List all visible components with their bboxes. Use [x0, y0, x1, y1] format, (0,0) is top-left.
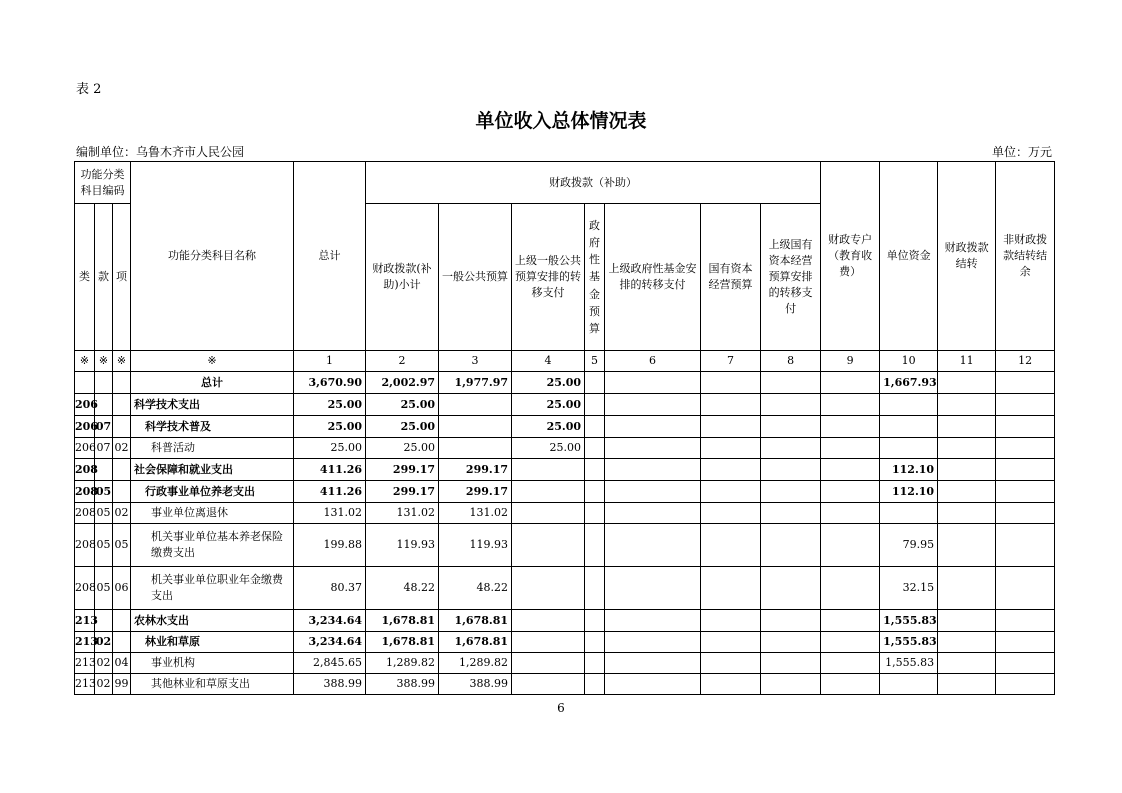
- state-capital-value: [701, 394, 761, 416]
- general-budget-value: [439, 416, 512, 438]
- upper-general-transfer-value: [512, 503, 585, 524]
- item-name: 总计: [131, 372, 294, 394]
- state-capital-value: [701, 481, 761, 503]
- upper-fund-transfer-value: [605, 481, 701, 503]
- general-budget-value: 1,678.81: [439, 632, 512, 653]
- carryover-value: [938, 394, 996, 416]
- item-name: 科学技术支出: [131, 394, 294, 416]
- upper-fund-transfer-value: [605, 459, 701, 481]
- item-name: 事业机构: [131, 653, 294, 674]
- carryover-value: [938, 610, 996, 632]
- upper-general-transfer-value: 25.00: [512, 416, 585, 438]
- header-unit-funds: 单位资金: [880, 162, 938, 351]
- total-value: 25.00: [294, 416, 366, 438]
- non-fiscal-carryover-value: [996, 416, 1055, 438]
- fiscal-subtotal-value: 48.22: [366, 567, 439, 610]
- index-number: 6: [605, 351, 701, 372]
- code-xiang: [113, 481, 131, 503]
- upper-general-transfer-value: [512, 524, 585, 567]
- general-budget-value: 299.17: [439, 459, 512, 481]
- income-table: [74, 161, 1055, 695]
- code-xiang: [113, 394, 131, 416]
- index-number: 9: [821, 351, 880, 372]
- code-lei: 206: [75, 394, 95, 416]
- general-budget-value: 388.99: [439, 674, 512, 695]
- special-account-value: [821, 632, 880, 653]
- header-special-account: 财政专户（教育收费）: [821, 162, 880, 351]
- index-number: 12: [996, 351, 1055, 372]
- header-general-budget: 一般公共预算: [439, 204, 512, 351]
- header-non-fiscal-carryover: 非财政拨款结转结余: [996, 162, 1055, 351]
- unit-funds-value: [880, 394, 938, 416]
- non-fiscal-carryover-value: [996, 372, 1055, 394]
- table-row: [75, 372, 1055, 394]
- table-row: [75, 567, 1055, 610]
- item-name: 科学技术普及: [131, 416, 294, 438]
- item-name: 其他林业和草原支出: [131, 674, 294, 695]
- code-xiang: 04: [113, 653, 131, 674]
- state-capital-value: [701, 459, 761, 481]
- gov-fund-value: [585, 503, 605, 524]
- unit-funds-value: 112.10: [880, 459, 938, 481]
- special-account-value: [821, 438, 880, 459]
- non-fiscal-carryover-value: [996, 503, 1055, 524]
- header-kuan: 款: [95, 204, 113, 351]
- item-name: 机关事业单位职业年金缴费支出: [131, 567, 294, 610]
- upper-state-capital-value: [761, 524, 821, 567]
- special-account-value: [821, 481, 880, 503]
- state-capital-value: [701, 416, 761, 438]
- general-budget-value: 119.93: [439, 524, 512, 567]
- gov-fund-value: [585, 524, 605, 567]
- fiscal-subtotal-value: 1,678.81: [366, 610, 439, 632]
- code-lei: [75, 372, 95, 394]
- upper-fund-transfer-value: [605, 416, 701, 438]
- item-name: 农林水支出: [131, 610, 294, 632]
- code-kuan: 05: [95, 567, 113, 610]
- special-account-value: [821, 459, 880, 481]
- upper-general-transfer-value: [512, 653, 585, 674]
- fiscal-subtotal-value: 119.93: [366, 524, 439, 567]
- unit-funds-value: 1,555.83: [880, 653, 938, 674]
- total-value: 2,845.65: [294, 653, 366, 674]
- unit-funds-value: [880, 416, 938, 438]
- header-total: 总计: [294, 162, 366, 351]
- code-kuan: [95, 372, 113, 394]
- item-name: 社会保障和就业支出: [131, 459, 294, 481]
- index-number: 5: [585, 351, 605, 372]
- upper-fund-transfer-value: [605, 394, 701, 416]
- item-name: 事业单位离退休: [131, 503, 294, 524]
- state-capital-value: [701, 524, 761, 567]
- table-row: [75, 481, 1055, 503]
- general-budget-value: 48.22: [439, 567, 512, 610]
- code-kuan: 05: [95, 503, 113, 524]
- currency-unit: 单位：万元: [991, 145, 1052, 159]
- unit-funds-value: 1,667.93: [880, 372, 938, 394]
- code-lei: 208: [75, 567, 95, 610]
- code-xiang: 02: [113, 503, 131, 524]
- carryover-value: [938, 567, 996, 610]
- index-number: 4: [512, 351, 585, 372]
- code-kuan: 05: [95, 524, 113, 567]
- total-value: 131.02: [294, 503, 366, 524]
- index-number: 7: [701, 351, 761, 372]
- state-capital-value: [701, 372, 761, 394]
- code-kuan: 02: [95, 653, 113, 674]
- code-xiang: 99: [113, 674, 131, 695]
- table-body: [75, 372, 1055, 695]
- gov-fund-value: [585, 610, 605, 632]
- table-row: [75, 524, 1055, 567]
- header-row-1: [75, 162, 1055, 204]
- upper-state-capital-value: [761, 674, 821, 695]
- code-lei: 206: [75, 416, 95, 438]
- index-mark: ※: [131, 351, 294, 372]
- non-fiscal-carryover-value: [996, 567, 1055, 610]
- header-carryover: 财政拨款结转: [938, 162, 996, 351]
- fiscal-subtotal-value: 1,678.81: [366, 632, 439, 653]
- total-value: 25.00: [294, 438, 366, 459]
- upper-state-capital-value: [761, 394, 821, 416]
- item-name: 林业和草原: [131, 632, 294, 653]
- upper-fund-transfer-value: [605, 438, 701, 459]
- state-capital-value: [701, 438, 761, 459]
- code-kuan: 02: [95, 632, 113, 653]
- state-capital-value: [701, 503, 761, 524]
- item-name: 机关事业单位基本养老保险缴费支出: [131, 524, 294, 567]
- special-account-value: [821, 653, 880, 674]
- gov-fund-value: [585, 394, 605, 416]
- unit-funds-value: [880, 503, 938, 524]
- table-row: [75, 674, 1055, 695]
- unit-funds-value: [880, 438, 938, 459]
- index-mark: ※: [75, 351, 95, 372]
- code-kuan: 02: [95, 674, 113, 695]
- total-value: 25.00: [294, 394, 366, 416]
- unit-funds-value: 112.10: [880, 481, 938, 503]
- item-name: 行政事业单位养老支出: [131, 481, 294, 503]
- code-xiang: [113, 372, 131, 394]
- code-lei: 213: [75, 632, 95, 653]
- special-account-value: [821, 503, 880, 524]
- code-lei: 206: [75, 438, 95, 459]
- upper-general-transfer-value: [512, 610, 585, 632]
- non-fiscal-carryover-value: [996, 653, 1055, 674]
- unit-funds-value: 79.95: [880, 524, 938, 567]
- fiscal-subtotal-value: 2,002.97: [366, 372, 439, 394]
- upper-general-transfer-value: 25.00: [512, 438, 585, 459]
- total-value: 411.26: [294, 459, 366, 481]
- fiscal-subtotal-value: 25.00: [366, 416, 439, 438]
- unit-funds-value: [880, 674, 938, 695]
- upper-state-capital-value: [761, 632, 821, 653]
- header-xiang: 项: [113, 204, 131, 351]
- index-number: 8: [761, 351, 821, 372]
- fiscal-subtotal-value: 131.02: [366, 503, 439, 524]
- table-row: [75, 610, 1055, 632]
- index-number: 10: [880, 351, 938, 372]
- code-lei: 208: [75, 524, 95, 567]
- carryover-value: [938, 674, 996, 695]
- upper-state-capital-value: [761, 459, 821, 481]
- general-budget-value: 131.02: [439, 503, 512, 524]
- total-value: 3,670.90: [294, 372, 366, 394]
- special-account-value: [821, 674, 880, 695]
- code-xiang: 06: [113, 567, 131, 610]
- upper-state-capital-value: [761, 372, 821, 394]
- upper-fund-transfer-value: [605, 524, 701, 567]
- page-number: 6: [557, 701, 565, 715]
- table-number: 表 2: [76, 82, 102, 97]
- code-lei: 208: [75, 481, 95, 503]
- gov-fund-value: [585, 459, 605, 481]
- header-code-group: 功能分类科目编码: [75, 162, 131, 204]
- upper-fund-transfer-value: [605, 653, 701, 674]
- fiscal-subtotal-value: 1,289.82: [366, 653, 439, 674]
- carryover-value: [938, 503, 996, 524]
- general-budget-value: 1,289.82: [439, 653, 512, 674]
- carryover-value: [938, 524, 996, 567]
- state-capital-value: [701, 567, 761, 610]
- fiscal-subtotal-value: 25.00: [366, 438, 439, 459]
- table-row: [75, 632, 1055, 653]
- code-lei: 213: [75, 653, 95, 674]
- code-xiang: [113, 416, 131, 438]
- non-fiscal-carryover-value: [996, 632, 1055, 653]
- upper-general-transfer-value: [512, 567, 585, 610]
- upper-fund-transfer-value: [605, 567, 701, 610]
- upper-state-capital-value: [761, 481, 821, 503]
- code-kuan: 07: [95, 438, 113, 459]
- upper-fund-transfer-value: [605, 610, 701, 632]
- header-fiscal-group: 财政拨款（补助）: [366, 162, 821, 204]
- code-lei: 208: [75, 459, 95, 481]
- fiscal-subtotal-value: 299.17: [366, 459, 439, 481]
- general-budget-value: 1,977.97: [439, 372, 512, 394]
- header-gov-fund: 政府性基金预算: [585, 204, 605, 351]
- table-row: [75, 459, 1055, 481]
- gov-fund-value: [585, 632, 605, 653]
- total-value: 411.26: [294, 481, 366, 503]
- non-fiscal-carryover-value: [996, 394, 1055, 416]
- page-title: 单位收入总体情况表: [475, 110, 647, 132]
- non-fiscal-carryover-value: [996, 610, 1055, 632]
- upper-general-transfer-value: [512, 459, 585, 481]
- header-name: 功能分类科目名称: [131, 162, 294, 351]
- gov-fund-value: [585, 481, 605, 503]
- table-row: [75, 394, 1055, 416]
- total-value: 388.99: [294, 674, 366, 695]
- total-value: 3,234.64: [294, 632, 366, 653]
- upper-state-capital-value: [761, 503, 821, 524]
- special-account-value: [821, 372, 880, 394]
- table-row: [75, 416, 1055, 438]
- gov-fund-value: [585, 372, 605, 394]
- code-xiang: [113, 632, 131, 653]
- total-value: 199.88: [294, 524, 366, 567]
- non-fiscal-carryover-value: [996, 438, 1055, 459]
- unit-funds-value: 32.15: [880, 567, 938, 610]
- state-capital-value: [701, 610, 761, 632]
- index-mark: ※: [95, 351, 113, 372]
- general-budget-value: 299.17: [439, 481, 512, 503]
- index-mark: ※: [113, 351, 131, 372]
- upper-general-transfer-value: [512, 632, 585, 653]
- index-number: 3: [439, 351, 512, 372]
- carryover-value: [938, 459, 996, 481]
- upper-state-capital-value: [761, 610, 821, 632]
- carryover-value: [938, 653, 996, 674]
- index-number: 11: [938, 351, 996, 372]
- special-account-value: [821, 610, 880, 632]
- carryover-value: [938, 438, 996, 459]
- general-budget-value: [439, 438, 512, 459]
- non-fiscal-carryover-value: [996, 459, 1055, 481]
- code-xiang: 05: [113, 524, 131, 567]
- upper-general-transfer-value: [512, 674, 585, 695]
- total-value: 3,234.64: [294, 610, 366, 632]
- code-kuan: 05: [95, 481, 113, 503]
- unit-funds-value: 1,555.83: [880, 610, 938, 632]
- non-fiscal-carryover-value: [996, 674, 1055, 695]
- table-row: [75, 438, 1055, 459]
- fiscal-subtotal-value: 388.99: [366, 674, 439, 695]
- gov-fund-value: [585, 674, 605, 695]
- gov-fund-value: [585, 653, 605, 674]
- code-xiang: 02: [113, 438, 131, 459]
- gov-fund-value: [585, 567, 605, 610]
- upper-state-capital-value: [761, 653, 821, 674]
- carryover-value: [938, 632, 996, 653]
- upper-fund-transfer-value: [605, 674, 701, 695]
- header-lei: 类: [75, 204, 95, 351]
- header-upper-general-transfer: 上级一般公共预算安排的转移支付: [512, 204, 585, 351]
- code-lei: 213: [75, 674, 95, 695]
- upper-fund-transfer-value: [605, 632, 701, 653]
- special-account-value: [821, 524, 880, 567]
- total-value: 80.37: [294, 567, 366, 610]
- header-upper-state-capital-transfer: 上级国有资本经营预算安排的转移支付: [761, 204, 821, 351]
- non-fiscal-carryover-value: [996, 481, 1055, 503]
- header-upper-fund-transfer: 上级政府性基金安排的转移支付: [605, 204, 701, 351]
- special-account-value: [821, 567, 880, 610]
- index-number: 2: [366, 351, 439, 372]
- upper-fund-transfer-value: [605, 372, 701, 394]
- code-kuan: 07: [95, 416, 113, 438]
- gov-fund-value: [585, 438, 605, 459]
- upper-state-capital-value: [761, 567, 821, 610]
- index-row: [75, 351, 1055, 372]
- carryover-value: [938, 372, 996, 394]
- state-capital-value: [701, 632, 761, 653]
- state-capital-value: [701, 653, 761, 674]
- table-row: [75, 653, 1055, 674]
- general-budget-value: 1,678.81: [439, 610, 512, 632]
- upper-general-transfer-value: 25.00: [512, 372, 585, 394]
- upper-general-transfer-value: [512, 481, 585, 503]
- carryover-value: [938, 416, 996, 438]
- compiling-unit: 编制单位：乌鲁木齐市人民公园: [76, 145, 245, 159]
- upper-fund-transfer-value: [605, 503, 701, 524]
- index-number: 1: [294, 351, 366, 372]
- table-row: [75, 503, 1055, 524]
- fiscal-subtotal-value: 299.17: [366, 481, 439, 503]
- code-xiang: [113, 610, 131, 632]
- non-fiscal-carryover-value: [996, 524, 1055, 567]
- general-budget-value: [439, 394, 512, 416]
- upper-general-transfer-value: 25.00: [512, 394, 585, 416]
- upper-state-capital-value: [761, 416, 821, 438]
- header-state-capital: 国有资本经营预算: [701, 204, 761, 351]
- upper-state-capital-value: [761, 438, 821, 459]
- item-name: 科普活动: [131, 438, 294, 459]
- fiscal-subtotal-value: 25.00: [366, 394, 439, 416]
- unit-funds-value: 1,555.83: [880, 632, 938, 653]
- special-account-value: [821, 394, 880, 416]
- gov-fund-value: [585, 416, 605, 438]
- code-lei: 208: [75, 503, 95, 524]
- header-fiscal-subtotal: 财政拨款(补助)小计: [366, 204, 439, 351]
- state-capital-value: [701, 674, 761, 695]
- carryover-value: [938, 481, 996, 503]
- code-lei: 213: [75, 610, 95, 632]
- special-account-value: [821, 416, 880, 438]
- code-xiang: [113, 459, 131, 481]
